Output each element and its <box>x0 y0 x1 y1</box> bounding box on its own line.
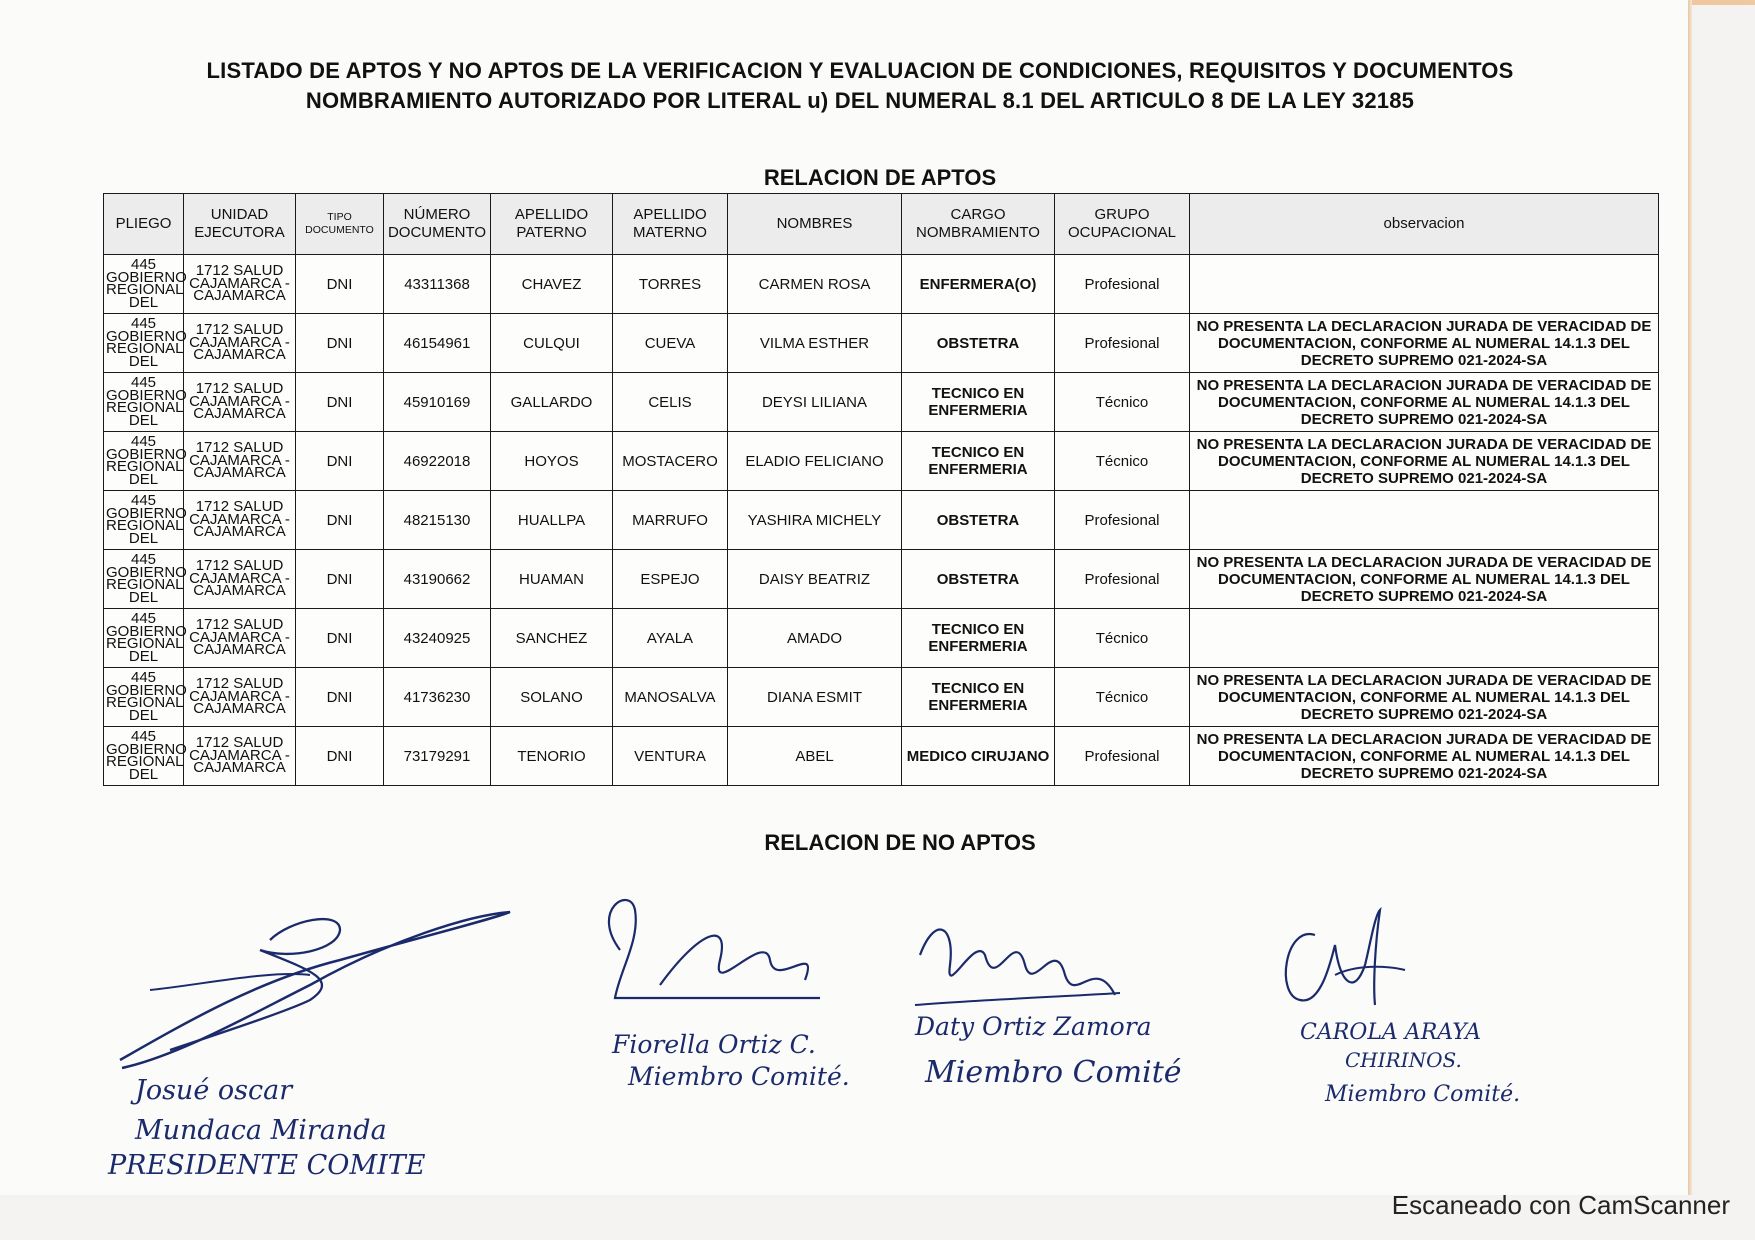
cell-pliego: 445 GOBIERNO REGIONAL DEL <box>104 255 184 314</box>
cell-nombres: AMADO <box>728 609 902 668</box>
table-row <box>104 550 1659 609</box>
cell-pliego: 445 GOBIERNO REGIONAL DEL <box>104 432 184 491</box>
cell-apellido-paterno: HOYOS <box>491 432 613 491</box>
cell-apellido-paterno: TENORIO <box>491 727 613 786</box>
table-header-row <box>104 194 1659 255</box>
aptos-heading: RELACION DE APTOS <box>763 165 997 190</box>
table-row <box>104 668 1659 727</box>
cell-grupo-ocupacional: Técnico <box>1055 668 1190 727</box>
camscanner-watermark: Escaneado con CamScanner <box>1391 1190 1730 1220</box>
cell-observacion <box>1190 609 1659 668</box>
cell-grupo-ocupacional: Profesional <box>1055 550 1190 609</box>
cell-unidad-ejecutora: 1712 SALUD CAJAMARCA - CAJAMARCA <box>184 432 296 491</box>
cell-grupo-ocupacional: Profesional <box>1055 314 1190 373</box>
signature-3-line-2: Miembro Comité <box>925 1055 1182 1090</box>
cell-apellido-materno: CELIS <box>613 373 728 432</box>
cell-apellido-materno: ESPEJO <box>613 550 728 609</box>
signature-carola <box>1275 905 1415 1020</box>
cell-grupo-ocupacional: Profesional <box>1055 727 1190 786</box>
cell-observacion: NO PRESENTA LA DECLARACION JURADA DE VERACIDAD DE DOCUMENTACION, CONFORME AL NUMERAL 14.1.3 DEL DECRETO SUPREMO 021-2024-SA <box>1190 550 1659 609</box>
signature-1-line-1: Josué oscar <box>135 1075 293 1106</box>
cell-cargo-nombramiento: MEDICO CIRUJANO <box>902 727 1055 786</box>
signature-2-line-2: Miembro Comité. <box>628 1062 850 1091</box>
signature-4-line-3: Miembro Comité. <box>1325 1082 1521 1107</box>
cell-apellido-paterno: HUALLPA <box>491 491 613 550</box>
cell-apellido-materno: MARRUFO <box>613 491 728 550</box>
cell-unidad-ejecutora: 1712 SALUD CAJAMARCA - CAJAMARCA <box>184 255 296 314</box>
cell-grupo-ocupacional: Profesional <box>1055 255 1190 314</box>
cell-tipo-documento: DNI <box>296 727 384 786</box>
cell-unidad-ejecutora: 1712 SALUD CAJAMARCA - CAJAMARCA <box>184 491 296 550</box>
cell-tipo-documento: DNI <box>296 373 384 432</box>
signature-3-line-1: Daty Ortiz Zamora <box>915 1012 1152 1041</box>
cell-pliego: 445 GOBIERNO REGIONAL DEL <box>104 314 184 373</box>
cell-observacion: NO PRESENTA LA DECLARACION JURADA DE VERACIDAD DE DOCUMENTACION, CONFORME AL NUMERAL 14.1.3 DEL DECRETO SUPREMO 021-2024-SA <box>1190 727 1659 786</box>
table-row <box>104 609 1659 668</box>
cell-nombres: ABEL <box>728 727 902 786</box>
cell-apellido-materno: TORRES <box>613 255 728 314</box>
cell-nombres: DIANA ESMIT <box>728 668 902 727</box>
cell-tipo-documento: DNI <box>296 314 384 373</box>
cell-cargo-nombramiento: OBSTETRA <box>902 491 1055 550</box>
cell-grupo-ocupacional: Técnico <box>1055 609 1190 668</box>
cell-cargo-nombramiento: TECNICO EN ENFERMERIA <box>902 609 1055 668</box>
cell-apellido-materno: MANOSALVA <box>613 668 728 727</box>
cell-unidad-ejecutora: 1712 SALUD CAJAMARCA - CAJAMARCA <box>184 668 296 727</box>
cell-unidad-ejecutora: 1712 SALUD CAJAMARCA - CAJAMARCA <box>184 373 296 432</box>
title-line-1: LISTADO DE APTOS Y NO APTOS DE LA VERIFICACION Y EVALUACION DE CONDICIONES, REQUISITOS Y DOCUMENTOS <box>206 58 1514 83</box>
sheet-edge <box>1688 0 1692 1195</box>
cell-pliego: 445 GOBIERNO REGIONAL DEL <box>104 727 184 786</box>
header-grupo-ocupacional: GRUPO OCUPACIONAL <box>1055 194 1190 255</box>
cell-apellido-materno: AYALA <box>613 609 728 668</box>
cell-tipo-documento: DNI <box>296 609 384 668</box>
table-row <box>104 373 1659 432</box>
cell-cargo-nombramiento: TECNICO EN ENFERMERIA <box>902 668 1055 727</box>
signature-2-line-1: Fiorella Ortiz C. <box>612 1030 816 1059</box>
signature-4-line-2: CHIRINOS. <box>1345 1048 1462 1072</box>
cell-numero-documento: 73179291 <box>384 727 491 786</box>
cell-pliego: 445 GOBIERNO REGIONAL DEL <box>104 668 184 727</box>
cell-cargo-nombramiento: OBSTETRA <box>902 550 1055 609</box>
signature-1-line-2: Mundaca Miranda <box>135 1115 387 1146</box>
cell-tipo-documento: DNI <box>296 491 384 550</box>
table-row <box>104 432 1659 491</box>
cell-observacion: NO PRESENTA LA DECLARACION JURADA DE VERACIDAD DE DOCUMENTACION, CONFORME AL NUMERAL 14.1.3 DEL DECRETO SUPREMO 021-2024-SA <box>1190 432 1659 491</box>
cell-pliego: 445 GOBIERNO REGIONAL DEL <box>104 550 184 609</box>
cell-grupo-ocupacional: Técnico <box>1055 373 1190 432</box>
cell-numero-documento: 46154961 <box>384 314 491 373</box>
signature-4-line-1: CAROLA ARAYA <box>1300 1020 1481 1045</box>
cell-observacion: NO PRESENTA LA DECLARACION JURADA DE VERACIDAD DE DOCUMENTACION, CONFORME AL NUMERAL 14.1.3 DEL DECRETO SUPREMO 021-2024-SA <box>1190 668 1659 727</box>
cell-apellido-materno: CUEVA <box>613 314 728 373</box>
cell-cargo-nombramiento: ENFERMERA(O) <box>902 255 1055 314</box>
cell-pliego: 445 GOBIERNO REGIONAL DEL <box>104 609 184 668</box>
cell-numero-documento: 48215130 <box>384 491 491 550</box>
cell-apellido-materno: VENTURA <box>613 727 728 786</box>
cell-apellido-paterno: SANCHEZ <box>491 609 613 668</box>
signature-1-line-3: PRESIDENTE COMITE <box>108 1150 426 1181</box>
cell-nombres: ELADIO FELICIANO <box>728 432 902 491</box>
cell-apellido-paterno: HUAMAN <box>491 550 613 609</box>
cell-numero-documento: 43311368 <box>384 255 491 314</box>
cell-apellido-paterno: SOLANO <box>491 668 613 727</box>
cell-apellido-paterno: GALLARDO <box>491 373 613 432</box>
cell-unidad-ejecutora: 1712 SALUD CAJAMARCA - CAJAMARCA <box>184 727 296 786</box>
table-row <box>104 255 1659 314</box>
cell-grupo-ocupacional: Técnico <box>1055 432 1190 491</box>
header-nombres: NOMBRES <box>728 194 902 255</box>
cell-numero-documento: 43190662 <box>384 550 491 609</box>
cell-nombres: DAISY BEATRIZ <box>728 550 902 609</box>
cell-observacion: NO PRESENTA LA DECLARACION JURADA DE VERACIDAD DE DOCUMENTACION, CONFORME AL NUMERAL 14.1.3 DEL DECRETO SUPREMO 021-2024-SA <box>1190 373 1659 432</box>
cell-tipo-documento: DNI <box>296 668 384 727</box>
cell-nombres: YASHIRA MICHELY <box>728 491 902 550</box>
cell-pliego: 445 GOBIERNO REGIONAL DEL <box>104 373 184 432</box>
title-line-2: NOMBRAMIENTO AUTORIZADO POR LITERAL u) DEL NUMERAL 8.1 DEL ARTICULO 8 DE LA LEY 32185 <box>305 88 1415 113</box>
table-row <box>104 491 1659 550</box>
cell-pliego: 445 GOBIERNO REGIONAL DEL <box>104 491 184 550</box>
cell-unidad-ejecutora: 1712 SALUD CAJAMARCA - CAJAMARCA <box>184 550 296 609</box>
header-observacion: observacion <box>1190 194 1659 255</box>
no-aptos-heading: RELACION DE NO APTOS <box>764 830 1036 855</box>
header-cargo-nombramiento: CARGO NOMBRAMIENTO <box>902 194 1055 255</box>
cell-apellido-paterno: CULQUI <box>491 314 613 373</box>
table-row <box>104 727 1659 786</box>
cell-apellido-materno: MOSTACERO <box>613 432 728 491</box>
signature-daty-scribble <box>915 915 1125 1025</box>
table-row <box>104 314 1659 373</box>
cell-unidad-ejecutora: 1712 SALUD CAJAMARCA - CAJAMARCA <box>184 314 296 373</box>
cell-numero-documento: 41736230 <box>384 668 491 727</box>
signature-carola-scribble <box>1275 905 1415 1015</box>
cell-cargo-nombramiento: TECNICO EN ENFERMERIA <box>902 373 1055 432</box>
cell-numero-documento: 45910169 <box>384 373 491 432</box>
cell-cargo-nombramiento: TECNICO EN ENFERMERIA <box>902 432 1055 491</box>
signature-fiorella-scribble <box>590 890 830 1020</box>
aptos-table <box>103 193 1659 786</box>
cell-nombres: DEYSI LILIANA <box>728 373 902 432</box>
cell-apellido-paterno: CHAVEZ <box>491 255 613 314</box>
cell-tipo-documento: DNI <box>296 432 384 491</box>
cell-numero-documento: 46922018 <box>384 432 491 491</box>
cell-cargo-nombramiento: OBSTETRA <box>902 314 1055 373</box>
cell-unidad-ejecutora: 1712 SALUD CAJAMARCA - CAJAMARCA <box>184 609 296 668</box>
header-tipo-documento: TIPO DOCUMENTO <box>296 194 384 255</box>
cell-nombres: VILMA ESTHER <box>728 314 902 373</box>
cell-tipo-documento: DNI <box>296 550 384 609</box>
cell-nombres: CARMEN ROSA <box>728 255 902 314</box>
cell-numero-documento: 43240925 <box>384 609 491 668</box>
signature-fiorella <box>590 890 830 1025</box>
header-pliego: PLIEGO <box>104 194 184 255</box>
cell-observacion <box>1190 255 1659 314</box>
cell-observacion <box>1190 491 1659 550</box>
header-numero-documento: NÚMERO DOCUMENTO <box>384 194 491 255</box>
cell-tipo-documento: DNI <box>296 255 384 314</box>
header-apellido-paterno: APELLIDO PATERNO <box>491 194 613 255</box>
header-unidad-ejecutora: UNIDAD EJECUTORA <box>184 194 296 255</box>
header-apellido-materno: APELLIDO MATERNO <box>613 194 728 255</box>
cell-observacion: NO PRESENTA LA DECLARACION JURADA DE VERACIDAD DE DOCUMENTACION, CONFORME AL NUMERAL 14.1.3 DEL DECRETO SUPREMO 021-2024-SA <box>1190 314 1659 373</box>
document-title <box>150 56 1570 116</box>
cell-grupo-ocupacional: Profesional <box>1055 491 1190 550</box>
